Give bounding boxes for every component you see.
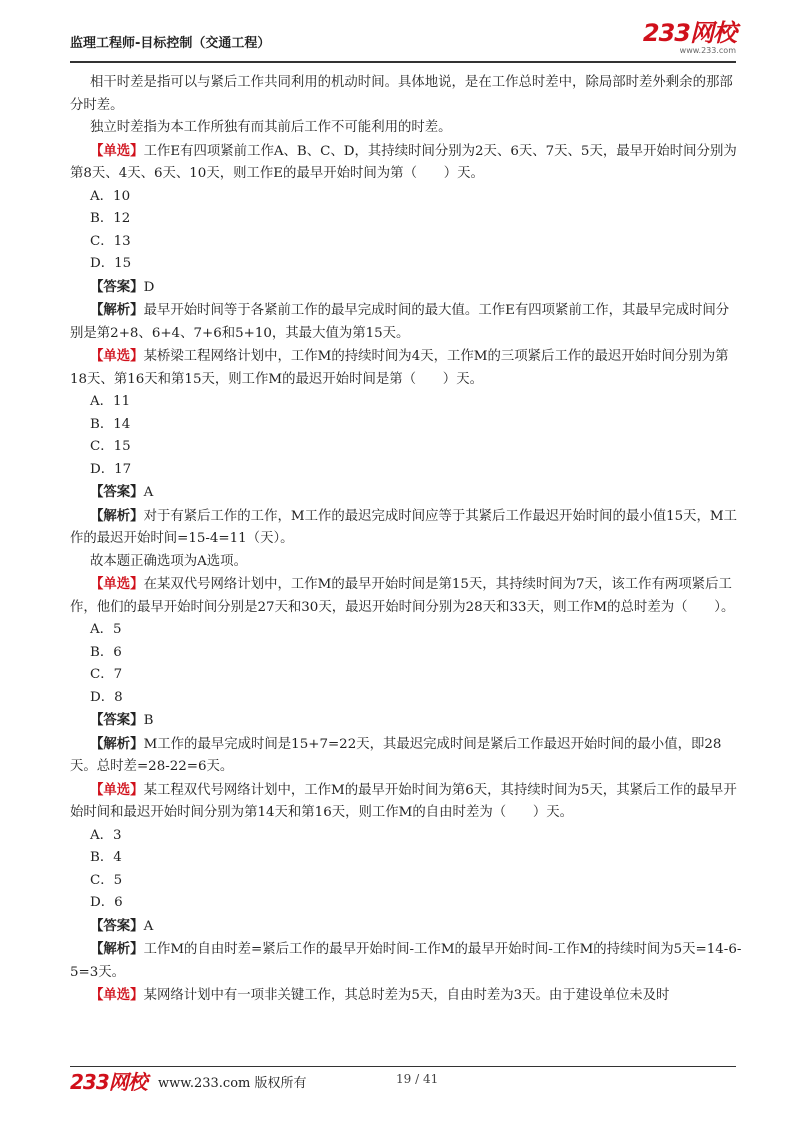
analysis: [70, 505, 742, 551]
analysis-tag: 【解析】: [90, 735, 144, 752]
question-text: 某桥梁工程网络计划中，工作M的持续时间为4天，工作M的三项紧后工作的最迟开始时间分别为第18天、第16天和第15天，则工作M的最迟开始时间是第（ ）天。: [70, 349, 729, 387]
question-stem: [70, 140, 742, 186]
option: B．12: [90, 211, 131, 226]
option: B．4: [90, 850, 122, 865]
option: A．10: [90, 188, 131, 204]
analysis-tag: 【解析】: [90, 302, 144, 318]
answer: [70, 276, 742, 300]
single-choice-tag: 【单选】: [90, 348, 144, 364]
option: C．15: [90, 439, 131, 454]
footer-copyright[interactable]: www.233.com 版权所有: [158, 1076, 307, 1091]
option: A．5: [90, 622, 122, 637]
question-stem: [70, 345, 742, 391]
document-body: [70, 72, 742, 1008]
option: D．6: [90, 895, 123, 910]
analysis-text: 工作M的自由时差=紧后工作的最早开始时间-工作M的最早开始时间-工作M的持续时间为5天=14-6-5=3天。: [70, 942, 742, 980]
question-text: 工作E有四项紧前工作A、B、C、D，其持续时间分别为2天、6天、7天、5天，最早开始时间分别为第8天、4天、6天、10天，则工作E的最早开始时间为第（ ）天。: [70, 143, 737, 181]
question-text: 某工程双代号网络计划中，工作M的最早开始时间为第6天，其持续时间为5天，其紧后工作的最早开始时间和最迟开始时间分别为第14天和第16天，则工作M的自由时差为（ ）天。: [70, 782, 737, 820]
footer-divider: [70, 1066, 736, 1067]
brand-logo[interactable]: [643, 20, 736, 55]
answer-tag: 【答案】: [90, 712, 144, 728]
logo-url: www.233.com: [679, 46, 736, 55]
answer-value: D: [143, 279, 155, 295]
question-text: 在某双代号网络计划中，工作M的最早开始时间是第15天，其持续时间为7天，该工作有两项紧后工作，他们的最早开始时间分别是27天和30天，最迟开始时间分别为28天和33天，则工作M的总时差为（ ）。: [70, 577, 735, 615]
logo-text: 233网校: [642, 19, 736, 47]
option: A．3: [90, 827, 122, 843]
analysis: [70, 938, 742, 984]
answer-tag: 【答案】: [90, 917, 144, 934]
answer: [70, 915, 742, 939]
single-choice-tag: 【单选】: [90, 576, 144, 592]
question-stem: [70, 573, 742, 619]
single-choice-tag: 【单选】: [90, 781, 144, 798]
question-stem: [70, 984, 742, 1008]
analysis-text: M工作的最早完成时间是15+7=22天，其最迟完成时间是紧后工作最迟开始时间的最小值，即28天。总时差=28-22=6天。: [70, 736, 722, 774]
single-choice-tag: 【单选】: [90, 987, 144, 1003]
analysis-tag: 【解析】: [90, 941, 144, 957]
option: C．13: [90, 233, 131, 249]
page-header: [70, 19, 736, 60]
analysis-text: 最早开始时间等于各紧前工作的最早完成时间的最大值。工作E有四项紧前工作，其最早完成时间分别是第2+8、6+4、7+6和5+10，其最大值为第15天。: [70, 303, 730, 341]
answer-tag: 【答案】: [90, 278, 144, 295]
footer-logo[interactable]: 233网校: [70, 1070, 147, 1094]
option: D．15: [90, 256, 132, 271]
header-divider: [70, 61, 736, 63]
page-number: 19 / 41: [396, 1072, 439, 1086]
answer-tag: 【答案】: [90, 484, 144, 500]
analysis: [70, 733, 742, 779]
option: A．11: [90, 394, 131, 409]
paragraph: 相干时差是指可以与紧后工作共同利用的机动时间。具体地说，是在工作总时差中，除局部时差外剩余的那部分时差。: [70, 75, 733, 113]
answer-value: A: [143, 918, 154, 934]
analysis-tag: 【解析】: [90, 507, 144, 524]
option: D．8: [90, 689, 123, 705]
analysis-text: 对于有紧后工作的工作，M工作的最迟完成时间应等于其紧后工作最迟开始时间的最小值15天，M工作的最迟开始时间=15-4=11（天）。: [70, 508, 738, 546]
answer-value: B: [143, 713, 154, 728]
question-text: 某网络计划中有一项非关键工作，其总时差为5天，自由时差为3天。由于建设单位未及时: [143, 988, 670, 1003]
page-footer: [70, 1068, 736, 1092]
analysis-conclusion: 故本题正确选项为A选项。: [90, 553, 247, 569]
option: B．14: [90, 416, 131, 432]
analysis: [70, 299, 742, 345]
answer: [70, 481, 742, 505]
option: D．17: [90, 461, 132, 477]
question-stem: [70, 779, 742, 825]
option: B．6: [90, 644, 122, 660]
answer-value: A: [143, 485, 154, 500]
answer: [70, 709, 742, 733]
paragraph: 独立时差指为本工作所独有而其前后工作不可能利用的时差。: [90, 120, 452, 135]
option: C．7: [90, 667, 123, 682]
single-choice-tag: 【单选】: [90, 142, 144, 159]
header-title: 监理工程师-目标控制（交通工程）: [70, 36, 271, 51]
option: C．5: [90, 872, 123, 888]
